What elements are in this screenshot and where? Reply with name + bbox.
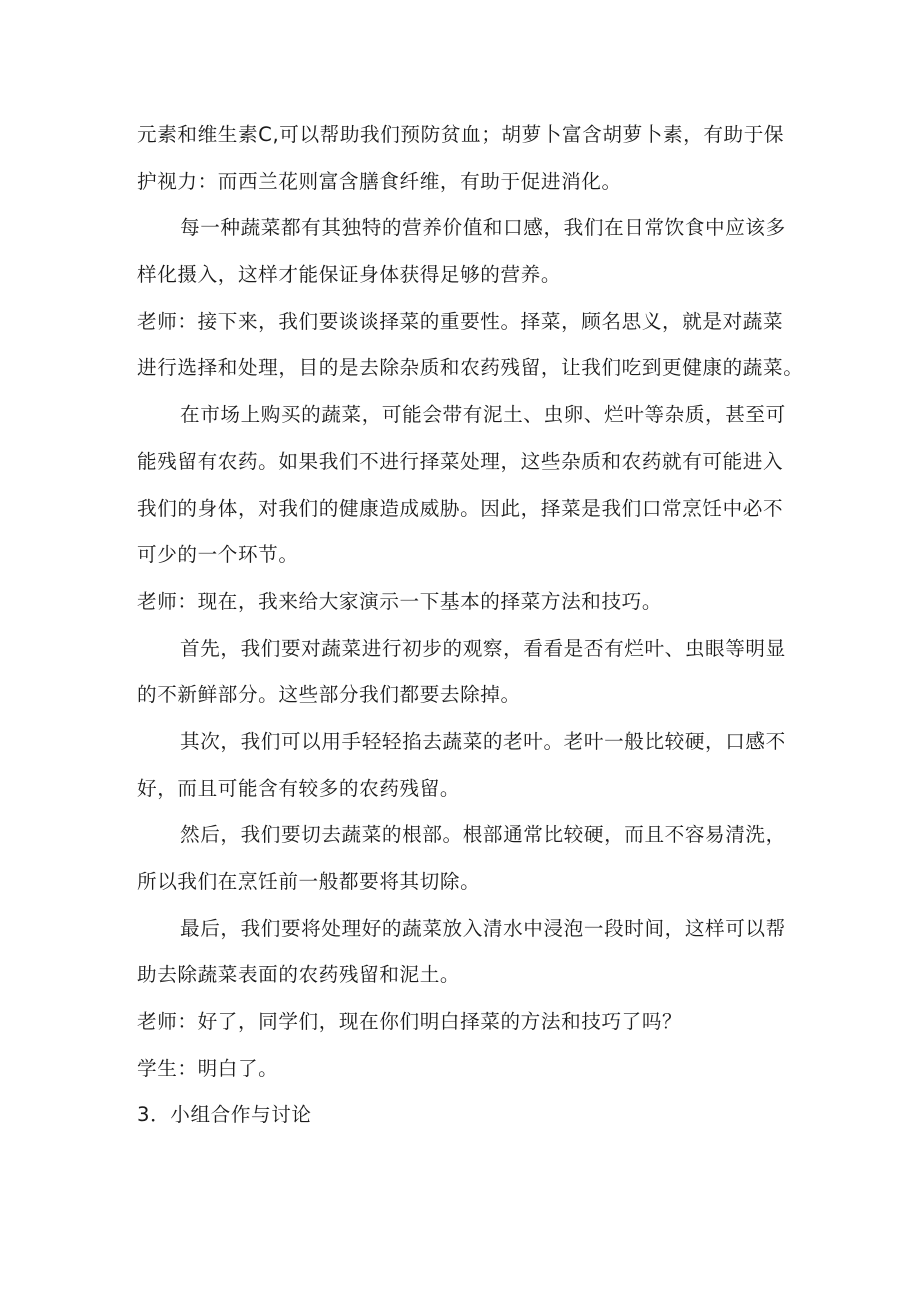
text-line: 然后，我们要切去蔬菜的根部。根部通常比较硬，而且不容易清洗， [180, 823, 786, 847]
text-line: 所以我们在烹饪前一般都要将其切除。 [137, 870, 481, 893]
text-line: 的不新鲜部分。这些部分我们都要去除掉。 [137, 683, 521, 707]
text-line: 老师：好了，同学们，现在你们明白择菜的方法和技巧了吗？ [137, 1010, 683, 1034]
text-line: 每一种蔬菜都有其独特的营养价值和口感，我们在日常饮食中应该多 [180, 216, 786, 240]
text-line: 好，而且可能含有较多的农药残留。 [137, 776, 461, 800]
text-line: 最后，我们要将处理好的蔬菜放入清水中浸泡一段时间，这样可以帮 [180, 916, 786, 940]
text-line: 我们的身体，对我们的健康造成威胁。因此，择菜是我们口常烹饪中必不 [137, 496, 784, 520]
section-heading: 3．小组合作与讨论 [137, 1103, 312, 1127]
text-line: 其次，我们可以用手轻轻掐去蔬菜的老叶。老叶一般比较硬，口感不 [180, 729, 786, 753]
text-line: 进行选择和处理，目的是去除杂质和农药残留，让我们吃到更健康的蔬菜。 [137, 356, 804, 380]
text-line: 老师：接下来，我们要谈谈择菜的重要性。择菜，顾名思义，就是对蔬菜 [137, 309, 784, 333]
text-line: 能残留有农药。如果我们不进行择菜处理，这些杂质和农药就有可能进入 [137, 449, 784, 473]
text-line: 护视力：而西兰花则富含膳食纤维，有助于促进消化。 [137, 169, 622, 193]
text-line: 元素和维生素C,可以帮助我们预防贫血；胡萝卜富含胡萝卜素，有助于保 [137, 123, 785, 146]
text-line: 在市场上购买的蔬菜，可能会带有泥土、虫卵、烂叶等杂质，甚至可 [180, 403, 786, 427]
text-line: 老师：现在，我来给大家演示一下基本的择菜方法和技巧。 [137, 589, 663, 613]
text-line: 学生：明白了。 [137, 1056, 279, 1080]
text-line: 样化摄入，这样才能保证身体获得足够的营养。 [137, 263, 562, 287]
text-line: 可少的一个环节。 [137, 543, 299, 567]
text-line: 助去除蔬菜表面的农药残留和泥土。 [137, 963, 461, 987]
document-body [137, 112, 804, 1139]
text-line: 首先，我们要对蔬菜进行初步的观察，看看是否有烂叶、虫眼等明显 [180, 636, 786, 660]
